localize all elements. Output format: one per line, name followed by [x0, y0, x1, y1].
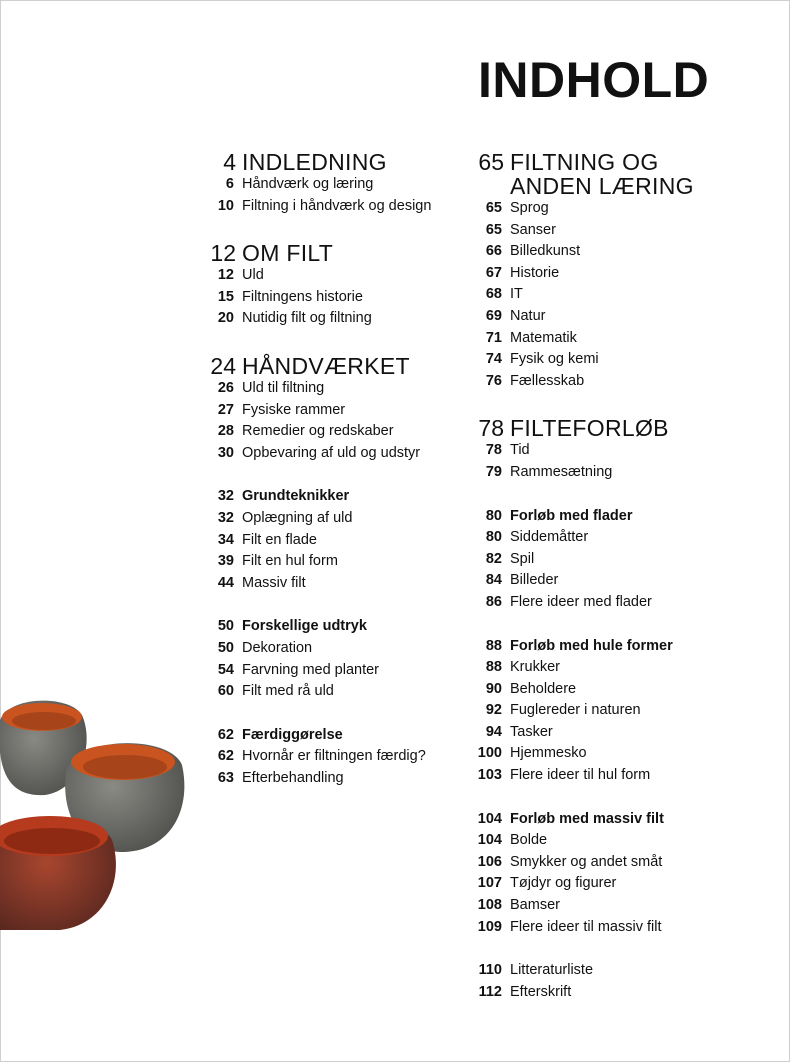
entry-label: Sanser [510, 221, 556, 238]
entry-label: Filt en hul form [242, 553, 338, 570]
subsection-label: Forløb med massiv filt [510, 810, 664, 827]
page-number: 54 [217, 661, 234, 678]
page-number: 10 [217, 197, 234, 214]
section-title-line: ANDEN LÆRING [510, 173, 694, 199]
entry-label: Flere ideer med flader [510, 593, 652, 610]
subsection-label: Forløb med hule former [510, 637, 673, 654]
entry-label: Dekoration [242, 639, 313, 656]
entry-label: Bolde [510, 832, 548, 849]
entry-label: Fysiske rammer [242, 401, 346, 418]
section-title: OM FILT [242, 240, 334, 267]
page-number: 108 [477, 897, 502, 914]
entry-label: Opbevaring af uld og udstyr [242, 444, 421, 461]
toc-subsection-heading[interactable] [462, 508, 782, 530]
page-number: 82 [485, 550, 502, 567]
toc-entry[interactable] [462, 594, 782, 616]
entry-label: Rammesætning [510, 463, 613, 480]
page-number: 88 [485, 637, 502, 654]
toc-section-heading[interactable] [462, 150, 782, 198]
entry-label: Smykker og andet småt [510, 853, 663, 870]
page-number: 34 [217, 531, 234, 548]
entry-label: Natur [510, 307, 546, 324]
toc-entry[interactable] [198, 770, 460, 792]
page-number: 62 [217, 726, 234, 743]
page-number: 6 [225, 176, 234, 192]
page-number: 78 [485, 442, 502, 459]
page-number: 76 [485, 372, 502, 389]
page-number: 104 [477, 810, 502, 827]
entry-label: Håndværk og læring [242, 176, 374, 192]
page-number: 67 [485, 264, 502, 281]
entry-label: Spil [510, 550, 535, 567]
entry-label: Litteraturliste [510, 962, 594, 979]
page-number: 74 [485, 351, 502, 368]
entry-label: Uld [242, 267, 264, 284]
toc-entry[interactable] [462, 243, 782, 265]
toc-entry[interactable] [462, 854, 782, 876]
page-number: 107 [477, 875, 502, 892]
page-number: 90 [485, 680, 502, 697]
page-number: 112 [478, 983, 502, 1000]
page-number: 109 [477, 918, 502, 935]
page-number: 32 [217, 509, 234, 526]
entry-label: Fællesskab [510, 372, 585, 389]
page-number: 100 [477, 745, 502, 762]
entry-label: Beholdere [510, 680, 577, 697]
toc-section-heading[interactable] [198, 150, 460, 174]
entry-label: Oplægning af uld [242, 509, 353, 526]
section-title: HÅNDVÆRKET [242, 352, 410, 379]
toc-subsection-heading[interactable] [462, 638, 782, 660]
toc-entry[interactable] [198, 683, 460, 705]
entry-label: Flere ideer til hul form [510, 767, 651, 784]
page-number: 80 [485, 507, 502, 524]
toc-subsection-heading[interactable] [462, 811, 782, 833]
toc-entry[interactable] [198, 289, 460, 311]
page-number: 65 [485, 200, 502, 216]
page-number: 27 [217, 401, 234, 418]
entry-label: Matematik [510, 329, 577, 346]
entry-label: Bamser [510, 897, 560, 914]
toc-entry[interactable] [198, 445, 460, 467]
toc-entry[interactable] [462, 745, 782, 767]
section-title [510, 150, 694, 198]
page-number: 15 [217, 288, 234, 305]
page-number: 32 [217, 488, 234, 505]
toc-entry[interactable] [462, 373, 782, 395]
toc-entry[interactable] [462, 681, 782, 703]
page-number: 79 [485, 463, 502, 480]
toc-entry[interactable] [462, 702, 782, 724]
entry-label: Krukker [510, 659, 560, 676]
toc-entry[interactable] [198, 640, 460, 662]
page-number: 26 [217, 379, 234, 396]
page-number: 60 [217, 683, 234, 700]
toc-entry[interactable] [462, 919, 782, 941]
toc-entry[interactable] [198, 402, 460, 424]
page-number: 50 [217, 618, 234, 635]
page-number: 62 [217, 748, 234, 765]
page-number: 63 [217, 769, 234, 786]
entry-label: Tøjdyr og figurer [510, 875, 617, 892]
entry-label: Massiv filt [242, 574, 306, 591]
toc-entry[interactable] [462, 659, 782, 681]
toc-entry[interactable] [198, 423, 460, 445]
section-page-number: 78 [478, 415, 504, 442]
toc-entry[interactable] [198, 198, 460, 220]
page-number: 88 [485, 659, 502, 676]
toc-entry[interactable] [462, 351, 782, 373]
page-number: 92 [485, 702, 502, 719]
toc-entry[interactable] [462, 984, 782, 1006]
page-number: 66 [485, 243, 502, 260]
page-number: 50 [217, 639, 234, 656]
entry-label: Remedier og redskaber [242, 423, 394, 440]
entry-label: Hjemmesko [510, 745, 587, 762]
toc-entry[interactable] [462, 572, 782, 594]
page-title: INDHOLD [478, 52, 710, 108]
toc-entry[interactable] [462, 330, 782, 352]
toc-entry[interactable] [198, 380, 460, 402]
entry-label: Fuglereder i naturen [510, 702, 641, 719]
toc-left-column [198, 150, 460, 791]
page-number: 39 [217, 553, 234, 570]
toc-entry[interactable] [462, 724, 782, 746]
entry-label: Tasker [510, 723, 553, 740]
page-number: 28 [217, 423, 234, 440]
entry-label: Billeder [510, 572, 559, 589]
toc-section-heading[interactable] [462, 416, 782, 440]
section-page-number: 12 [210, 240, 236, 267]
felt-bowl [0, 816, 116, 930]
entry-label: Tid [510, 442, 530, 459]
page-number: 65 [485, 221, 502, 238]
entry-label: Fysik og kemi [510, 351, 599, 368]
page-number: 80 [485, 529, 502, 546]
toc-entry[interactable] [462, 222, 782, 244]
toc-entry[interactable] [462, 962, 782, 984]
entry-label: Historie [510, 264, 560, 281]
entry-label: Filtning i håndværk og design [242, 197, 432, 214]
entry-label: Filt med rå uld [242, 683, 334, 700]
page-number: 94 [485, 723, 502, 740]
toc-entry[interactable] [198, 267, 460, 289]
toc-subsection-heading[interactable] [198, 727, 460, 749]
toc-entry[interactable] [462, 286, 782, 308]
toc-entry[interactable] [462, 832, 782, 854]
toc-entry[interactable] [462, 767, 782, 789]
entry-label: Flere ideer til massiv filt [510, 918, 662, 935]
section-title: INDLEDNING [242, 149, 387, 175]
page-number: 104 [477, 832, 502, 849]
page-number: 12 [217, 267, 234, 284]
toc-entry[interactable] [198, 662, 460, 684]
toc-section-heading[interactable] [198, 241, 460, 265]
toc-entry[interactable] [198, 310, 460, 332]
entry-label: Siddemåtter [510, 529, 589, 546]
entry-label: Farvning med planter [242, 661, 380, 678]
entry-label: Sprog [510, 200, 549, 216]
toc-entry[interactable] [198, 553, 460, 575]
toc-right-column [462, 150, 782, 1005]
entry-label: Efterskrift [510, 983, 572, 1000]
page-number: 30 [217, 444, 234, 461]
toc-entry[interactable] [462, 442, 782, 464]
page-number: 86 [485, 593, 502, 610]
toc-entry[interactable] [462, 551, 782, 573]
toc-entry[interactable] [462, 265, 782, 287]
toc-subsection-heading[interactable] [198, 618, 460, 640]
toc-entry[interactable] [462, 308, 782, 330]
felt-bowls-photo [0, 690, 190, 930]
entry-label: Uld til filtning [242, 379, 325, 396]
subsection-label: Forskellige udtryk [242, 618, 367, 635]
section-title-line: FILTNING OG [510, 149, 659, 175]
toc-entry[interactable] [198, 748, 460, 770]
entry-label: Nutidig filt og filtning [242, 310, 372, 327]
toc-section-heading[interactable] [198, 354, 460, 378]
toc-entry[interactable] [462, 897, 782, 919]
toc-entry[interactable] [198, 575, 460, 597]
entry-label: Filt en flade [242, 531, 317, 548]
page-number: 84 [485, 572, 502, 589]
subsection-label: Færdiggørelse [242, 726, 343, 743]
page-number: 71 [485, 329, 502, 346]
entry-label: Efterbehandling [242, 769, 344, 786]
toc-entry[interactable] [462, 875, 782, 897]
toc-entry[interactable] [462, 529, 782, 551]
page-number: 68 [485, 286, 502, 303]
subsection-label: Forløb med flader [510, 507, 633, 524]
page-number: 20 [217, 310, 234, 327]
entry-label: IT [510, 286, 523, 303]
page-number: 106 [477, 853, 502, 870]
page-number: 44 [217, 574, 234, 591]
entry-label: Billedkunst [510, 243, 581, 260]
section-title: FILTEFORLØB [510, 415, 669, 442]
page-number: 110 [478, 962, 502, 979]
section-page-number: 65 [478, 149, 504, 175]
toc-entry[interactable] [462, 464, 782, 486]
toc-entry[interactable] [462, 200, 782, 222]
toc-entry[interactable] [198, 176, 460, 198]
section-page-number: 4 [223, 149, 236, 175]
page-number: 69 [485, 307, 502, 324]
entry-label: Hvornår er filtningen færdig? [242, 748, 426, 765]
page-number: 103 [477, 767, 502, 784]
toc-entry[interactable] [198, 532, 460, 554]
entry-label: Filtningens historie [242, 288, 363, 305]
toc-entry[interactable] [198, 510, 460, 532]
toc-subsection-heading[interactable] [198, 488, 460, 510]
section-page-number: 24 [210, 352, 236, 379]
subsection-label: Grundteknikker [242, 488, 350, 505]
